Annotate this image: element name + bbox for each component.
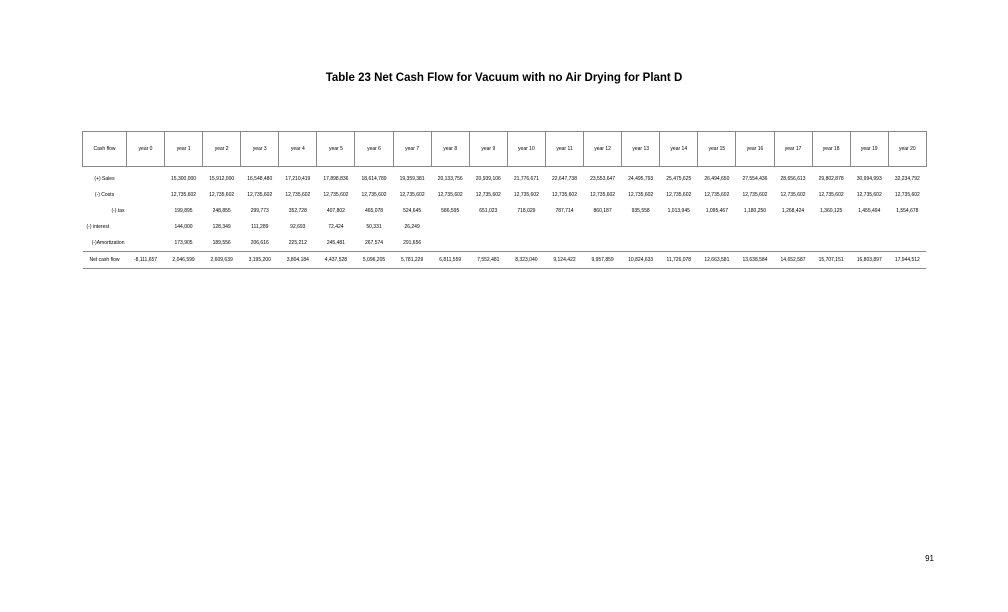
table-cell: 19,359,381 xyxy=(399,176,425,182)
table-cell: 26,494,650 xyxy=(704,176,730,182)
total-cell: 15,707,151 xyxy=(812,252,850,269)
table-cell: 524,645 xyxy=(403,208,422,214)
table-cell: 12,735,602 xyxy=(551,192,577,198)
table-cell: 199,895 xyxy=(174,208,193,214)
table-cell xyxy=(736,219,774,235)
table-cell xyxy=(431,235,469,252)
header-year: year 13 xyxy=(622,132,660,167)
table-cell: 32,234,792 xyxy=(894,176,920,182)
table-cell: 17,210,419 xyxy=(285,176,311,182)
table-cell: 12,735,602 xyxy=(475,192,501,198)
table-cell xyxy=(584,219,622,235)
table-cell: 12,735,602 xyxy=(323,192,349,198)
table-cell: 28,656,613 xyxy=(780,176,806,182)
table-cell xyxy=(774,235,812,252)
header-year: year 19 xyxy=(850,132,888,167)
table-cell: 12,735,602 xyxy=(628,192,654,198)
header-cash-flow: Cash flow xyxy=(83,132,127,167)
table-cell xyxy=(127,235,165,252)
table-cell: 12,735,602 xyxy=(399,192,425,198)
table-cell: 25,475,625 xyxy=(666,176,692,182)
total-cell: 9,957,859 xyxy=(584,252,622,269)
table-cell xyxy=(812,235,850,252)
header-year: year 17 xyxy=(774,132,812,167)
table-cell xyxy=(584,235,622,252)
table-cell xyxy=(622,219,660,235)
table-cell xyxy=(660,235,698,252)
table-cell xyxy=(698,235,736,252)
table-cell: 12,735,602 xyxy=(704,192,730,198)
table-cell: 12,735,602 xyxy=(894,192,920,198)
header-year: year 0 xyxy=(127,132,165,167)
table-cell: 92,693 xyxy=(290,224,306,230)
total-cell: -8,111,657 xyxy=(127,252,165,269)
header-year: year 6 xyxy=(355,132,393,167)
table-cell: 1,554,678 xyxy=(896,208,919,214)
header-year: year 16 xyxy=(736,132,774,167)
table-cell: 12,735,602 xyxy=(171,192,197,198)
page-number: 91 xyxy=(925,554,934,563)
table-cell: 20,133,756 xyxy=(437,176,463,182)
total-cell: 5,096,205 xyxy=(355,252,393,269)
table-cell: 407,802 xyxy=(326,208,345,214)
table-cell: 16,548,480 xyxy=(247,176,273,182)
table-cell: 352,728 xyxy=(288,208,307,214)
row-label: (-) tax xyxy=(111,208,125,214)
table-cell: 12,735,602 xyxy=(818,192,844,198)
header-year: year 11 xyxy=(545,132,583,167)
header-year: year 1 xyxy=(165,132,203,167)
total-cell: 9,124,422 xyxy=(545,252,583,269)
table-cell xyxy=(774,219,812,235)
table-cell: 173,905 xyxy=(174,240,193,246)
table-cell: 1,013,945 xyxy=(667,208,690,214)
total-cell: 6,811,559 xyxy=(431,252,469,269)
header-year: year 9 xyxy=(469,132,507,167)
table-cell: 12,735,602 xyxy=(780,192,806,198)
table-cell: 291,656 xyxy=(403,240,422,246)
table-cell: 23,553,647 xyxy=(590,176,616,182)
table-cell: 12,735,602 xyxy=(590,192,616,198)
table-cell: 225,212 xyxy=(288,240,307,246)
table-row xyxy=(83,203,927,219)
table-cell: 1,268,424 xyxy=(781,208,805,214)
table-cell: 248,855 xyxy=(212,208,231,214)
table-cell: 27,554,436 xyxy=(742,176,768,182)
table-cell: 72,424 xyxy=(328,224,344,230)
table-body xyxy=(83,167,927,269)
total-row xyxy=(83,252,927,269)
table-cell xyxy=(888,235,926,252)
table-cell xyxy=(812,219,850,235)
table-cell xyxy=(660,219,698,235)
total-cell: 11,726,078 xyxy=(660,252,698,269)
row-label: (-) Costs xyxy=(94,192,115,198)
total-cell: 10,824,633 xyxy=(622,252,660,269)
table-row xyxy=(83,219,927,235)
table-title: Table 23 Net Cash Flow for Vacuum with no Air Drying for Plant D xyxy=(325,72,683,84)
table-cell xyxy=(850,219,888,235)
table-cell: 22,647,738 xyxy=(551,176,577,182)
table-cell: 12,735,602 xyxy=(742,192,768,198)
table-cell xyxy=(545,235,583,252)
header-year: year 3 xyxy=(241,132,279,167)
table-row xyxy=(83,171,927,187)
table-cell: 465,078 xyxy=(364,208,384,214)
table-cell: 18,614,789 xyxy=(361,176,387,182)
table-cell: 15,912,000 xyxy=(209,176,235,182)
table-cell: 24,495,793 xyxy=(628,176,654,182)
table-cell xyxy=(507,219,545,235)
total-cell: 13,638,584 xyxy=(736,252,774,269)
table-cell: 12,735,602 xyxy=(285,192,311,198)
total-cell: 14,652,587 xyxy=(774,252,812,269)
table-cell xyxy=(622,235,660,252)
header-year: year 18 xyxy=(812,132,850,167)
table-cell xyxy=(698,219,736,235)
table-cell: 12,735,602 xyxy=(666,192,692,198)
total-cell: 2,046,599 xyxy=(165,252,203,269)
table-cell: 586,595 xyxy=(441,208,460,214)
table-cell: 30,994,993 xyxy=(856,176,882,182)
net-cash-flow-table xyxy=(82,131,927,269)
row-label: (-)Amortization xyxy=(91,240,125,246)
table-cell xyxy=(469,219,507,235)
header-year: year 15 xyxy=(698,132,736,167)
table-cell xyxy=(127,171,165,187)
table-cell: 12,735,602 xyxy=(247,192,273,198)
total-cell: 7,552,481 xyxy=(469,252,507,269)
total-label: Net cash flow xyxy=(83,252,127,269)
total-cell: 8,323,040 xyxy=(507,252,545,269)
table-cell: 787,714 xyxy=(555,208,574,214)
table-cell: 12,735,602 xyxy=(856,192,882,198)
table-row xyxy=(83,235,927,252)
header-row xyxy=(83,132,927,167)
table-cell: 1,095,467 xyxy=(705,208,728,214)
table-cell: 128,349 xyxy=(212,224,231,230)
total-cell: 17,944,512 xyxy=(888,252,926,269)
table-cell: 1,455,494 xyxy=(858,208,881,214)
total-cell: 4,437,528 xyxy=(317,252,355,269)
header-year: year 2 xyxy=(203,132,241,167)
table-cell: 12,735,602 xyxy=(513,192,539,198)
table-cell: 17,898,836 xyxy=(323,176,349,182)
table-cell: 267,574 xyxy=(364,240,384,246)
table-cell: 1,180,250 xyxy=(743,208,767,214)
table-cell: 50,331 xyxy=(366,224,382,230)
header-year: year 10 xyxy=(507,132,545,167)
table-cell xyxy=(736,235,774,252)
table-cell: 12,735,602 xyxy=(209,192,235,198)
table-cell: 12,735,602 xyxy=(361,192,387,198)
table-cell xyxy=(888,219,926,235)
row-label: (-) interest xyxy=(86,224,110,230)
row-label: (+) Sales xyxy=(94,176,115,182)
header-year: year 4 xyxy=(279,132,317,167)
table-cell xyxy=(127,219,165,235)
table-cell: 15,300,000 xyxy=(171,176,197,182)
table-cell xyxy=(127,187,165,203)
header-year: year 7 xyxy=(393,132,431,167)
table-cell xyxy=(469,235,507,252)
table-cell: 29,802,878 xyxy=(818,176,844,182)
table-cell: 26,249 xyxy=(404,224,420,230)
header-year: year 14 xyxy=(660,132,698,167)
total-cell: 3,195,200 xyxy=(241,252,279,269)
table-cell: 20,939,106 xyxy=(475,176,501,182)
table-cell: 1,360,125 xyxy=(820,208,843,214)
header-year: year 5 xyxy=(317,132,355,167)
total-cell: 5,781,229 xyxy=(393,252,431,269)
table-cell xyxy=(507,235,545,252)
table-cell: 718,029 xyxy=(517,208,536,214)
table-cell: 935,558 xyxy=(631,208,650,214)
table-row xyxy=(83,187,927,203)
table-cell xyxy=(431,219,469,235)
table-cell: 651,023 xyxy=(479,208,498,214)
table-cell: 860,187 xyxy=(593,208,612,214)
header-year: year 8 xyxy=(431,132,469,167)
table-cell: 144,000 xyxy=(174,224,193,230)
total-cell: 16,803,897 xyxy=(850,252,888,269)
table-cell xyxy=(545,219,583,235)
table-cell: 245,481 xyxy=(326,240,345,246)
table-cell xyxy=(850,235,888,252)
total-cell: 2,609,639 xyxy=(203,252,241,269)
table-cell xyxy=(127,203,165,219)
total-cell: 12,663,581 xyxy=(698,252,736,269)
table-cell: 21,776,671 xyxy=(513,176,539,182)
total-cell: 3,804,184 xyxy=(279,252,317,269)
header-year: year 20 xyxy=(888,132,926,167)
table-cell: 299,773 xyxy=(250,208,269,214)
table-cell: 12,735,602 xyxy=(437,192,463,198)
table-cell: 111,289 xyxy=(251,224,269,230)
table-cell: 189,556 xyxy=(212,240,231,246)
table-cell: 206,616 xyxy=(250,240,269,246)
header-year: year 12 xyxy=(584,132,622,167)
